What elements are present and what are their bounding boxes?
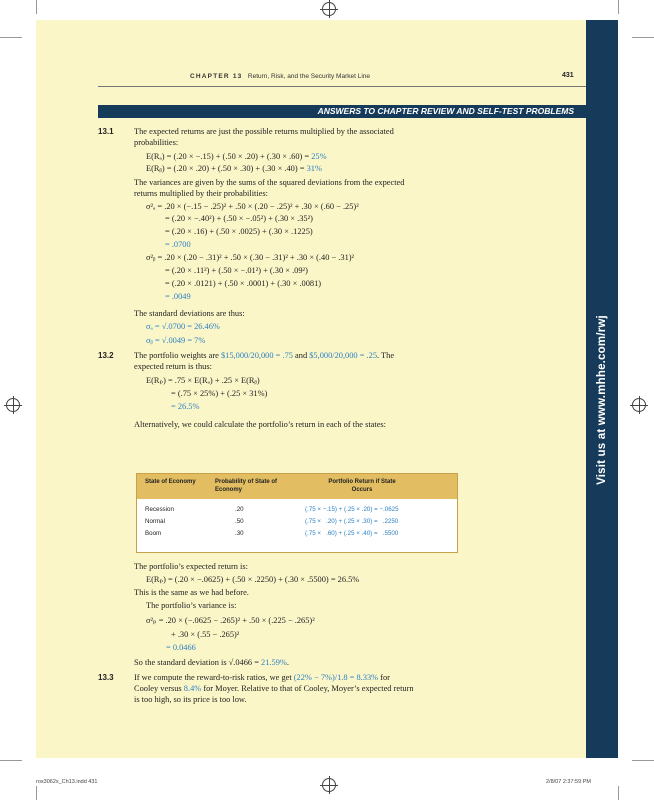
text-line: The variances are given by the sums of the squared deviations from the expected [134, 178, 405, 187]
text-line: is too high, so its price is too low. [134, 695, 247, 704]
table-cell-calc: (.75 × −.15) + (.25 × .20) = −.0625 [305, 506, 399, 513]
table-cell-state: Normal [145, 518, 165, 525]
equation-result: σᵦ = √.0049 = 7% [146, 336, 206, 345]
equation-line: E(Rₚ) = .75 × E(Rₐ) + .25 × E(Rᵦ) [146, 376, 260, 385]
equation-line: σ²ₚ = .20 × (−.0625 − .265)² + .50 × (.225 − .265)² [146, 616, 315, 625]
equation-line: = (.20 × .16) + (.50 × .0025) + (.30 × .1225) [165, 227, 313, 236]
chapter-label: CHAPTER 13 [190, 73, 243, 80]
page-number: 431 [562, 72, 574, 79]
equation-result: = 0.0466 [166, 643, 196, 652]
problem-number: 13.1 [98, 127, 114, 136]
table-cell-state: Boom [145, 530, 162, 537]
text-line: The portfolio’s variance is: [146, 601, 237, 610]
equation-line: σ²ₐ = .20 × (−.15 − .25)² + .50 × (.20 − .25)² + .30 × (.60 − .25)² [146, 202, 359, 211]
equation-line: = (.20 × .11²) + (.50 × −.01²) + (.30 × .09²) [165, 266, 308, 275]
text-line: The standard deviations are thus: [134, 309, 245, 318]
footer-filename: ros3062x_Ch13.indd 431 [36, 779, 98, 785]
equation-line: + .30 × (.55 − .265)² [171, 630, 240, 639]
text-line: expected return is thus: [134, 362, 212, 371]
chapter-title: Return, Risk, and the Security Market Line [247, 73, 371, 80]
text-line: This is the same as we had before. [134, 588, 249, 597]
column-header: Portfolio Return if State Occurs [328, 479, 396, 493]
table-cell-calc: (.75 × .20) + (.25 × .30) = .2250 [305, 518, 399, 525]
table-cell-prob: .20 [235, 506, 244, 513]
portfolio-return-table [136, 473, 458, 553]
text-line: The expected returns are just the possible returns multiplied by the associated [134, 127, 394, 136]
equation-line: E(Rₚ) = (.20 × −.0625) + (.50 × .2250) + (.30 × .5500) = 26.5% [146, 575, 360, 584]
text-line: Alternatively, we could calculate the portfolio’s return in each of the states: [134, 420, 387, 429]
equation-result: = .0049 [165, 292, 191, 301]
sidebar-url-text: Visit us at www.mhhe.com/rwj [596, 315, 608, 485]
equation-line: = (.20 × −.40²) + (.50 × −.05²) + (.30 × .35²) [165, 214, 313, 223]
text-line: The portfolio weights are $15,000/20,000 = .75 and $5,000/20,000 = .25. The [134, 351, 395, 360]
banner-title: ANSWERS TO CHAPTER REVIEW AND SELF-TEST PROBLEMS [317, 106, 574, 116]
text-line: If we compute the reward-to-risk ratios, we get (22% − 7%)/1.8 = 8.33% for [134, 673, 390, 682]
equation-line: E(Rₐ) = (.20 × −.15) + (.50 × .20) + (.30 × .60) = 25% [146, 152, 327, 161]
table-cell-prob: .50 [235, 518, 244, 525]
equation-line: E(Rᵦ) = (.20 × .20) + (.50 × .30) + (.30 × .40) = 31% [146, 164, 322, 173]
text-line: Cooley versus 8.4% for Moyer. Relative to that of Cooley, Moyer’s expected return [134, 684, 414, 693]
text-line: So the standard deviation is √.0466 = 21.59%. [134, 658, 289, 667]
equation-result: = 26.5% [171, 402, 200, 411]
equation-line: = (.20 × .0121) + (.50 × .0001) + (.30 × .0081) [165, 279, 322, 288]
equation-result: = .0700 [165, 240, 191, 249]
table-cell-calc: (.75 × .60) + (.25 × .40) = .5500 [305, 530, 399, 537]
equation-line: = (.75 × 25%) + (.25 × 31%) [171, 389, 268, 398]
column-header: State of Economy [145, 479, 196, 485]
column-header: Probability of State of Economy [215, 479, 278, 493]
text-line: probabilities: [134, 138, 179, 147]
equation-line: σ²ᵦ = .20 × (.20 − .31)² + .50 × (.30 − .31)² + .30 × (.40 − .31)² [146, 253, 355, 262]
table-cell-state: Recession [145, 506, 174, 513]
text-line: The portfolio’s expected return is: [134, 562, 248, 571]
problem-number: 13.3 [98, 673, 114, 682]
table-cell-prob: .30 [235, 530, 244, 537]
equation-result: σₐ = √.0700 = 26.46% [146, 322, 220, 331]
text-line: returns multiplied by their probabilities: [134, 189, 268, 198]
problem-number: 13.2 [98, 351, 114, 360]
table-header [137, 474, 457, 499]
footer-timestamp: 2/8/07 2:37:59 PM [546, 779, 591, 785]
